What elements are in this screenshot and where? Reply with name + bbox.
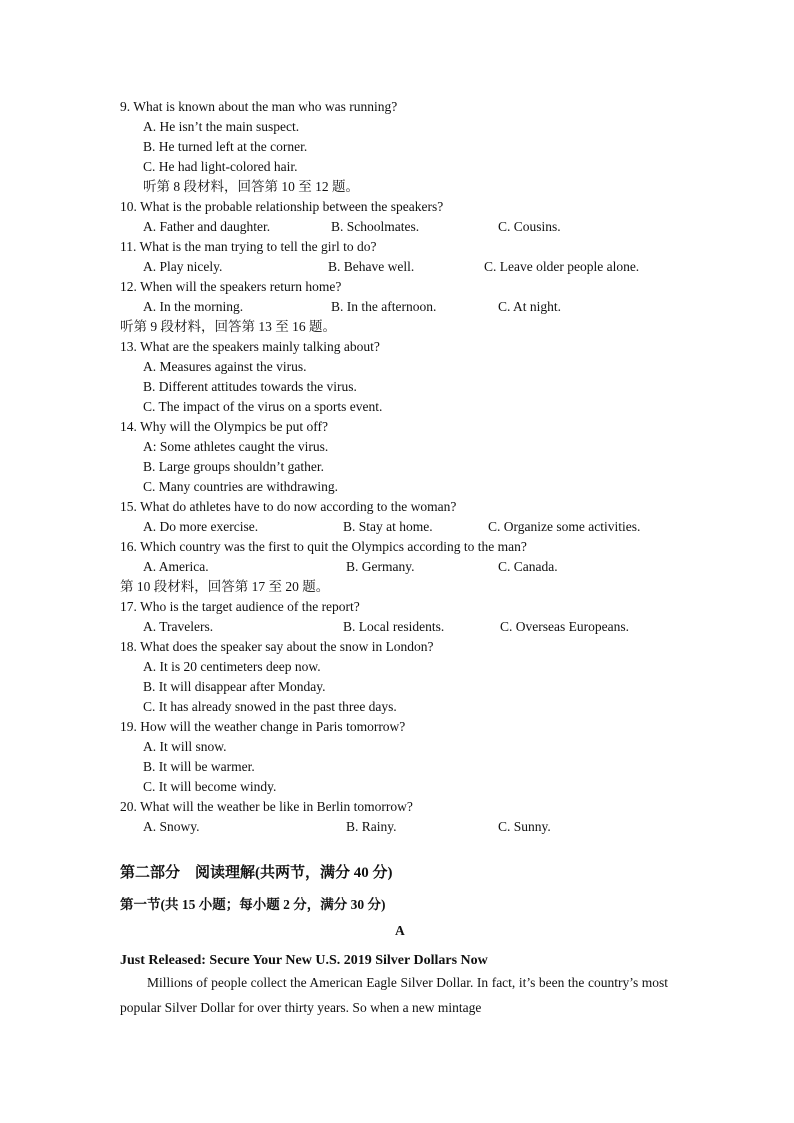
option-18b: B. It will disappear after Monday.	[143, 679, 326, 694]
option-20c: C. Sunny.	[498, 819, 551, 834]
part-2-title: 第二部分 阅读理解(共两节，满分 40 分)	[120, 865, 393, 881]
question-12: 12. When will the speakers return home?	[120, 279, 342, 294]
section-1-title: 第一节(共 15 小题；每小题 2 分，满分 30 分)	[120, 897, 386, 912]
option-14b: B. Large groups shouldn’t gather.	[143, 459, 324, 474]
option-20b: B. Rainy.	[346, 819, 397, 834]
option-18c: C. It has already snowed in the past three days.	[143, 699, 397, 714]
option-18a: A. It is 20 centimeters deep now.	[143, 659, 321, 674]
question-19: 19. How will the weather change in Paris tomorrow?	[120, 719, 406, 734]
option-17b: B. Local residents.	[343, 619, 445, 634]
option-9b: B. He turned left at the corner.	[143, 139, 308, 154]
option-11b: B. Behave well.	[328, 259, 415, 274]
option-11c: C. Leave older people alone.	[484, 259, 640, 274]
option-11a: A. Play nicely.	[143, 259, 223, 274]
option-19c: C. It will become windy.	[143, 779, 277, 794]
option-13c: C. The impact of the virus on a sports event.	[143, 399, 383, 414]
option-9c: C. He had light-colored hair.	[143, 159, 298, 174]
question-9: 9. What is known about the man who was running?	[120, 99, 398, 114]
option-10b: B. Schoolmates.	[331, 219, 420, 234]
option-16a: A. America.	[143, 559, 209, 574]
section-8-instruction: 听第 8 段材料，回答第 10 至 12 题。	[143, 179, 359, 194]
question-13: 13. What are the speakers mainly talking about?	[120, 339, 380, 354]
option-16b: B. Germany.	[346, 559, 415, 574]
section-10-instruction: 第 10 段材料，回答第 17 至 20 题。	[120, 579, 330, 594]
option-17c: C. Overseas Europeans.	[500, 619, 629, 634]
article-title: Just Released: Secure Your New U.S. 2019 Silver Dollars Now	[120, 953, 488, 968]
option-19b: B. It will be warmer.	[143, 759, 255, 774]
option-12b: B. In the afternoon.	[331, 299, 437, 314]
option-10a: A. Father and daughter.	[143, 219, 271, 234]
option-20a: A. Snowy.	[143, 819, 200, 834]
option-16c: C. Canada.	[498, 559, 558, 574]
option-14c: C. Many countries are withdrawing.	[143, 479, 338, 494]
option-12a: A. In the morning.	[143, 299, 244, 314]
question-17: 17. Who is the target audience of the report?	[120, 599, 360, 614]
option-13a: A. Measures against the virus.	[143, 359, 307, 374]
passage-letter: A	[395, 923, 405, 938]
option-15c: C. Organize some activities.	[488, 519, 641, 534]
question-11: 11. What is the man trying to tell the girl to do?	[120, 239, 377, 254]
question-20: 20. What will the weather be like in Berlin tomorrow?	[120, 799, 413, 814]
question-18: 18. What does the speaker say about the snow in London?	[120, 639, 434, 654]
option-14a: A: Some athletes caught the virus.	[143, 439, 329, 454]
option-10c: C. Cousins.	[498, 219, 561, 234]
question-16: 16. Which country was the first to quit the Olympics according to the man?	[120, 539, 527, 554]
question-15: 15. What do athletes have to do now according to the woman?	[120, 499, 457, 514]
option-15a: A. Do more exercise.	[143, 519, 259, 534]
option-17a: A. Travelers.	[143, 619, 214, 634]
option-15b: B. Stay at home.	[343, 519, 433, 534]
article-paragraph: Millions of people collect the American Eagle Silver Dollar. In fact, it’s been the country’s most popular Silver Dollar for over thirty years. So when a new mintage	[120, 975, 668, 1015]
option-9a: A. He isn’t the main suspect.	[143, 119, 300, 134]
option-13b: B. Different attitudes towards the virus.	[143, 379, 357, 394]
question-14: 14. Why will the Olympics be put off?	[120, 419, 328, 434]
section-9-instruction: 听第 9 段材料，回答第 13 至 16 题。	[120, 319, 336, 334]
option-12c: C. At night.	[498, 299, 562, 314]
option-19a: A. It will snow.	[143, 739, 227, 754]
question-10: 10. What is the probable relationship between the speakers?	[120, 199, 444, 214]
